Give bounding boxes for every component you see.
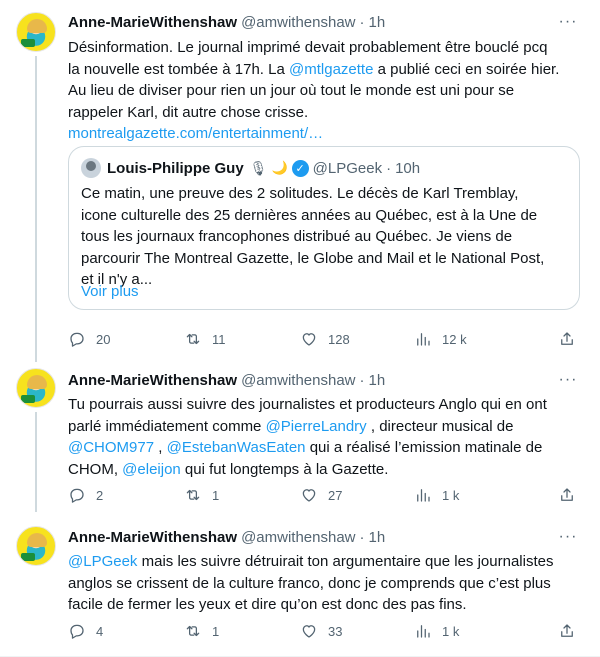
- heart-icon: [300, 622, 318, 640]
- reply-button[interactable]: [68, 485, 103, 505]
- quoted-author-handle[interactable]: @LPGeek: [312, 159, 383, 177]
- separator-dot: ·: [359, 528, 365, 546]
- share-icon: [558, 486, 576, 504]
- text-span: , directeur musical de: [366, 417, 514, 435]
- tweet-text: [68, 551, 588, 616]
- text-line: et il n'y a...: [81, 271, 153, 288]
- share-icon: [558, 622, 576, 640]
- text-span: ,: [154, 439, 167, 456]
- like-button[interactable]: [300, 329, 350, 349]
- share-button[interactable]: [558, 329, 576, 349]
- more-options-button[interactable]: ···: [558, 371, 578, 388]
- share-button[interactable]: [558, 621, 576, 641]
- text-line: Désinformation. Le journal imprimé devait probablement être bouclé pcq: [68, 39, 548, 56]
- retweet-count: 1: [212, 623, 220, 639]
- author-handle[interactable]: @amwithenshaw: [241, 371, 356, 389]
- text-span: CHOM,: [68, 460, 123, 478]
- avatar[interactable]: [16, 526, 56, 566]
- text-line: parcourir The Montreal Gazette, le Globe and Mail et le National Post,: [81, 249, 545, 267]
- text-span: mais les suivre détruirait ton argumentaire que les journalistes: [137, 553, 554, 570]
- retweet-count: 1: [212, 487, 220, 503]
- reply-button[interactable]: [68, 621, 103, 641]
- text-line: facile de fermer les yeux et dire qu’on est donc des pas fins.: [68, 596, 467, 613]
- separator-dot: ·: [359, 371, 365, 389]
- heart-icon: [300, 330, 318, 348]
- share-icon: [558, 330, 576, 348]
- verified-badge-icon: ✓: [292, 160, 309, 177]
- text-line: tous les journaux francophones distribué au Québec. Je viens de: [81, 228, 513, 245]
- more-options-button[interactable]: ···: [558, 13, 578, 30]
- reply-icon: [68, 330, 86, 348]
- like-button[interactable]: [300, 485, 342, 505]
- text-line: [68, 59, 588, 81]
- retweet-button[interactable]: [184, 621, 219, 641]
- avatar[interactable]: [16, 12, 56, 52]
- text-span: a publié ceci en soirée hier.: [373, 60, 560, 78]
- text-line: [68, 551, 588, 573]
- tweet-time[interactable]: 1h: [368, 528, 386, 546]
- text-line: anglos se crissent de la culture franco, donc je comprends que c’est plus: [68, 574, 551, 592]
- moon-icon: 🌙: [271, 160, 288, 175]
- retweet-count: 11: [212, 331, 226, 347]
- like-count: 128: [328, 331, 350, 347]
- see-more-link[interactable]: Voir plus: [81, 283, 139, 300]
- views-icon: [414, 486, 432, 504]
- text-span: parlé immédiatement comme: [68, 417, 266, 435]
- thread-line: [35, 56, 37, 362]
- like-count: 33: [328, 623, 343, 639]
- retweet-icon: [184, 622, 202, 640]
- tweet-text: [68, 37, 588, 145]
- author-name[interactable]: Anne-MarieWithenshaw: [68, 371, 238, 389]
- retweet-button[interactable]: [184, 329, 226, 349]
- text-line: [68, 416, 588, 438]
- text-line: rappeler Karl, dit autre chose crisse.: [68, 103, 309, 121]
- author-handle[interactable]: @amwithenshaw: [241, 13, 356, 31]
- heart-icon: [300, 486, 318, 504]
- mention-link[interactable]: @EstebanWasEaten: [166, 439, 306, 456]
- views-button[interactable]: [414, 621, 459, 641]
- article-link[interactable]: montrealgazette.com/entertainment/…: [68, 125, 324, 142]
- text-line: Ce matin, une preuve des 2 solitudes. Le décès de Karl Tremblay,: [81, 185, 519, 202]
- views-icon: [414, 622, 432, 640]
- avatar[interactable]: [16, 368, 56, 408]
- tweet-2[interactable]: [0, 362, 600, 512]
- text-line: [68, 437, 588, 459]
- quoted-tweet[interactable]: [68, 146, 580, 310]
- author-name[interactable]: Anne-MarieWithenshaw: [68, 13, 238, 31]
- reply-button[interactable]: [68, 329, 110, 349]
- views-button[interactable]: [414, 485, 459, 505]
- quoted-author-name[interactable]: Louis-Philippe Guy: [107, 159, 244, 177]
- reply-count: 4: [96, 623, 104, 639]
- text-line: icone culturelle des 25 dernières années au Québec, est à la Une de: [81, 206, 538, 224]
- mention-link[interactable]: @LPGeek: [68, 553, 138, 570]
- more-options-button[interactable]: ···: [558, 528, 578, 545]
- mention-link[interactable]: @PierreLandry: [265, 417, 367, 435]
- view-count: 12 k: [442, 331, 467, 347]
- mention-link[interactable]: @mtlgazette: [289, 60, 374, 78]
- tweet-3[interactable]: [0, 512, 600, 657]
- author-name[interactable]: Anne-MarieWithenshaw: [68, 528, 238, 546]
- text-line: [68, 459, 588, 481]
- quoted-avatar[interactable]: [81, 158, 101, 178]
- views-icon: [414, 330, 432, 348]
- views-button[interactable]: [414, 329, 467, 349]
- microphone-icon: 🎙: [249, 159, 268, 176]
- tweet-time[interactable]: 1h: [368, 13, 386, 31]
- text-line: Au lieu de diviser pour rien un jour où tout le monde est uni pour se: [68, 82, 515, 99]
- quoted-text: [81, 183, 569, 291]
- retweet-icon: [184, 330, 202, 348]
- reply-icon: [68, 486, 86, 504]
- share-button[interactable]: [558, 485, 576, 505]
- mention-link[interactable]: @eleijon: [122, 460, 181, 478]
- separator-dot: ·: [386, 159, 392, 177]
- like-button[interactable]: [300, 621, 342, 641]
- separator-dot: ·: [359, 13, 365, 31]
- text-span: qui a réalisé l’emission matinale de: [305, 439, 543, 456]
- action-bar: [68, 329, 588, 349]
- retweet-button[interactable]: [184, 485, 219, 505]
- thread-line: [35, 412, 37, 512]
- view-count: 1 k: [442, 623, 460, 639]
- reply-icon: [68, 622, 86, 640]
- reply-count: 20: [96, 331, 111, 347]
- text-line: Tu pourrais aussi suivre des journalistes et producteurs Anglo qui en ont: [68, 396, 547, 413]
- retweet-icon: [184, 486, 202, 504]
- tweet-time[interactable]: 1h: [368, 371, 386, 389]
- text-span: la nouvelle est tombée à 17h. La: [68, 60, 289, 78]
- action-bar: [68, 485, 588, 505]
- text-span: qui fut longtemps à la Gazette.: [180, 460, 389, 478]
- tweet-text: [68, 394, 588, 480]
- reply-count: 2: [96, 487, 104, 503]
- like-count: 27: [328, 487, 343, 503]
- action-bar: [68, 621, 588, 641]
- view-count: 1 k: [442, 487, 460, 503]
- author-handle[interactable]: @amwithenshaw: [241, 528, 356, 546]
- mention-link[interactable]: @CHOM977: [68, 439, 155, 456]
- quoted-tweet-time[interactable]: 10h: [395, 159, 421, 177]
